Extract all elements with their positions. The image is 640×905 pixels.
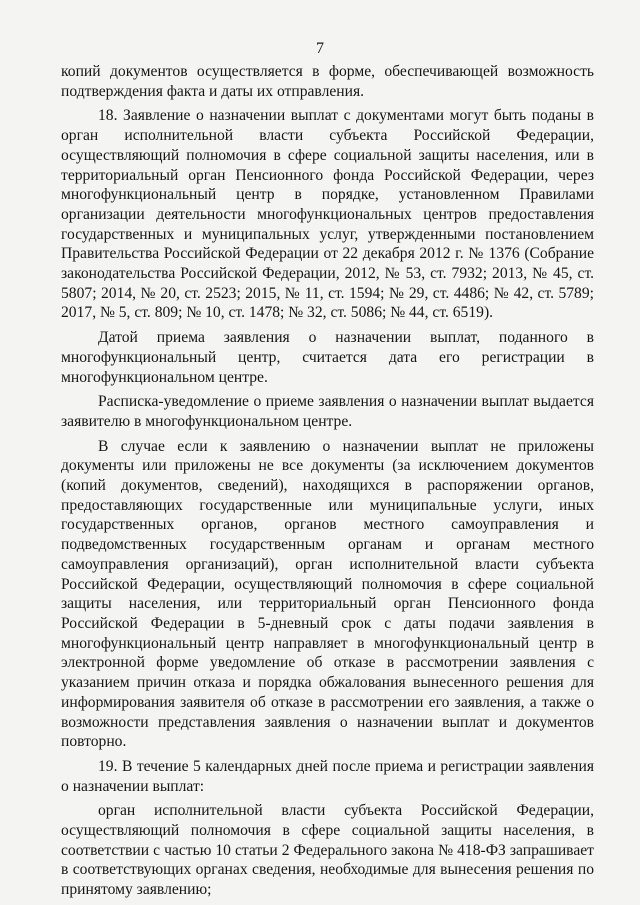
page-number: 7 [316, 40, 324, 57]
paragraph-acceptance-date: Датой приема заявления о назначении выплат, поданного в многофункциональный центр, считается дата его регистрации в многофункциональном центре. [61, 329, 594, 386]
paragraph-receipt-notice: Расписка-уведомление о приеме заявления о назначении выплат выдается заявителю в многофункциональном центре. [61, 393, 594, 430]
paragraph-item-19: 19. В течение 5 календарных дней после приема и регистрации заявления о назначении выплат: [61, 757, 594, 795]
paragraph-continuation: копий документов осуществляется в форме, обеспечивающей возможность подтверждения факта и даты их отправления. [61, 63, 594, 100]
paragraph-executive-authority: орган исполнительной власти субъекта Российской Федерации, осуществляющий полномочия в сфере социальной защиты населения, в соответствии с частью 10 статьи 2 Федерального закона № 418-ФЗ запрашивает в соответствующих органах сведения, необходимые для вынесения решения по принятому заявлению; [61, 802, 594, 899]
paragraph-missing-documents: В случае если к заявлению о назначении выплат не приложены документы или приложены не все документы (за исключением документов (копий документов, сведений), находящихся в распоряжении органов, предоставляющих государственные или муниципальные услуги, иных государственных органов, органов местного самоуправления и подведомственных государственным органам и органам местного самоуправления организаций), орган исполнительной власти субъекта Российской Федерации, осуществляющий полномочия в сфере социальной защиты населения, или территориальный орган Пенсионного фонда Российской Федерации в 5-дневный срок с даты подачи заявления в многофункциональный центр направляет в многофункциональный центр в электронной форме уведомление об отказе в рассмотрении заявления с указанием причин отказа и порядка обжалования вынесенного решения для информирования заявителя об отказе в рассмотрении его заявления, а также о возможности представления заявления о назначении выплат и документов повторно. [61, 437, 594, 751]
document-body [61, 62, 594, 905]
paragraph-item-18: 18. Заявление о назначении выплат с документами могут быть поданы в орган исполнительной власти субъекта Российской Федерации, осуществляющий полномочия в сфере социальной защиты населения, или в территориальный орган Пенсионного фонда Российской Федерации, через многофункциональный центр в порядке, установленном Правилами организации деятельности многофункциональных центров предоставления государственных и муниципальных услуг, утвержденными постановлением Правительства Российской Федерации от 22 декабря 2012 г. № 1376 (Собрание законодательства Российской Федерации, 2012, № 53, ст. 7932; 2013, № 45, ст. 5807; 2014, № 20, ст. 2523; 2015, № 11, ст. 1594; № 29, ст. 4486; № 42, ст. 5789; 2017, № 5, ст. 809; № 10, ст. 1478; № 32, ст. 5086; № 44, ст. 6519). [61, 107, 594, 322]
